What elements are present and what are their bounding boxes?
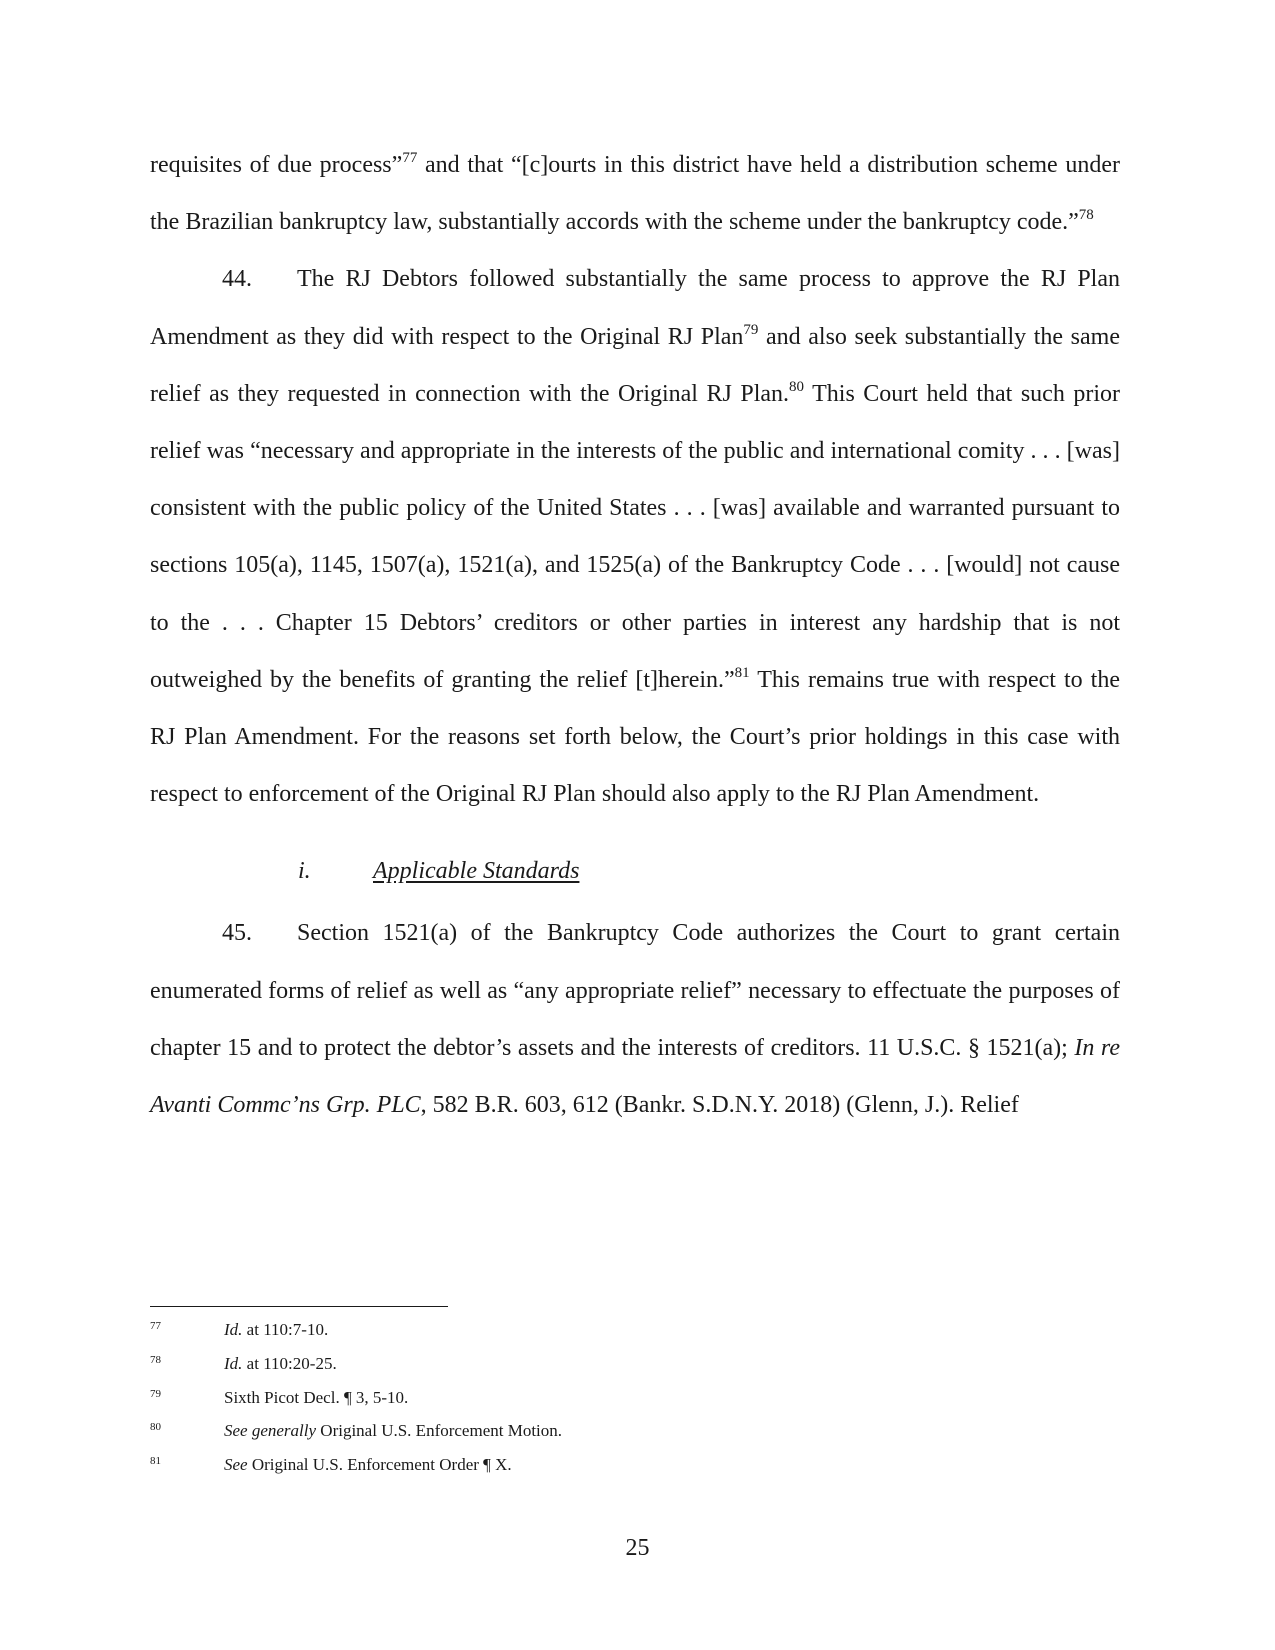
case-citation: In re Avanti Commc’ns Grp. PLC <box>150 1034 1120 1119</box>
heading-number: i. <box>298 858 311 885</box>
footnote-ref-78[interactable]: 78 <box>1078 207 1094 224</box>
footnote-80 <box>150 1419 1120 1453</box>
paragraph-44 <box>150 251 1120 823</box>
page-number: 25 <box>625 1535 650 1561</box>
footnote-ref-81[interactable]: 81 <box>734 664 750 681</box>
paragraph-text: This remains true with respect to the RJ Plan Amendment. For the reasons set forth below, the Court’s prior holdings in this case with respect to enforcement of the Original RJ Plan should also apply to the RJ Plan Amendment. <box>150 666 1120 808</box>
footnote-text <box>224 1318 328 1342</box>
footnote-number: 77 <box>150 1320 161 1332</box>
footnote-81 <box>150 1453 1120 1487</box>
paragraph-text: , 582 B.R. 603, 612 (Bankr. S.D.N.Y. 2018) (Glenn, J.). Relief <box>420 1092 1019 1119</box>
footnote-number: 80 <box>150 1421 161 1434</box>
footnote-body: Original U.S. Enforcement Order ¶ X. <box>247 1455 512 1475</box>
footnote-77 <box>150 1318 1120 1352</box>
paragraph-text: and that “[c]ourts in this district have held a distribution scheme under the Brazilian bankruptcy law, substantially accords with the scheme under the bankruptcy code.” <box>150 152 1120 236</box>
paragraph-45 <box>150 905 1120 1134</box>
footnotes <box>150 1318 1120 1487</box>
footnote-italic: Id. <box>224 1320 243 1339</box>
footnote-text <box>224 1386 408 1410</box>
footnote-number: 78 <box>150 1353 161 1366</box>
footnote-text <box>224 1352 337 1376</box>
footnote-79 <box>150 1386 1120 1420</box>
footnote-ref-80[interactable]: 80 <box>789 378 805 395</box>
paragraph-continuation <box>150 137 1120 251</box>
paragraph-number: 45. <box>222 920 252 947</box>
footnote-italic: Id. <box>224 1353 243 1373</box>
footnote-body: at 110:20-25. <box>242 1353 337 1373</box>
paragraph-text: requisites of due process” <box>150 152 403 178</box>
paragraph-text: and also seek substantially the same relief as they requested in connection with the Original RJ Plan. <box>150 323 1120 407</box>
body-text <box>150 137 1120 1134</box>
section-heading <box>150 845 1120 897</box>
footnote-italic: See <box>224 1455 248 1475</box>
footnote-78 <box>150 1352 1120 1386</box>
footnote-body: Sixth Picot Decl. ¶ 3, 5-10. <box>224 1387 409 1407</box>
footnote-body: Original U.S. Enforcement Motion. <box>316 1421 563 1441</box>
footnote-number: 79 <box>150 1387 161 1400</box>
footnote-text <box>224 1453 512 1477</box>
footnote-italic: See generally <box>224 1421 317 1441</box>
paragraph-text: Section 1521(a) of the Bankruptcy Code authorizes the Court to grant certain enumerated forms of relief as well as “any appropriate relief” necessary to effectuate the purposes of chapter 15 and to protect the debtor’s assets and the interests of creditors. 11 U.S.C. § 1521(a); <box>150 920 1120 1061</box>
paragraph-text: The RJ Debtors followed substantially the same process to approve the RJ Plan Amendment as they did with respect to the Original RJ Plan <box>150 266 1120 350</box>
footnote-body: at 110:7-10. <box>242 1320 329 1339</box>
heading-title: Applicable Standards <box>373 858 580 885</box>
footnote-ref-79[interactable]: 79 <box>743 321 759 338</box>
footnote-text <box>224 1419 562 1443</box>
paragraph-text: This Court held that such prior relief was “necessary and appropriate in the interests of the public and international comity . . . [was] consistent with the public policy of the United States . . . [was] available and warranted pursuant to sections 105(a), 1145, 1507(a), 1521(a), and 1525(a) of the Bankruptcy Code . . . [would] not cause to the . . . Chapter 15 Debtors’ creditors or other parties in interest any hardship that is not outweighed by the benefits of granting the relief [t]herein.” <box>150 380 1120 693</box>
footnote-separator <box>150 1306 448 1307</box>
footnote-number: 81 <box>150 1455 161 1468</box>
footnote-ref-77[interactable]: 77 <box>402 150 418 166</box>
paragraph-number: 44. <box>222 266 252 293</box>
